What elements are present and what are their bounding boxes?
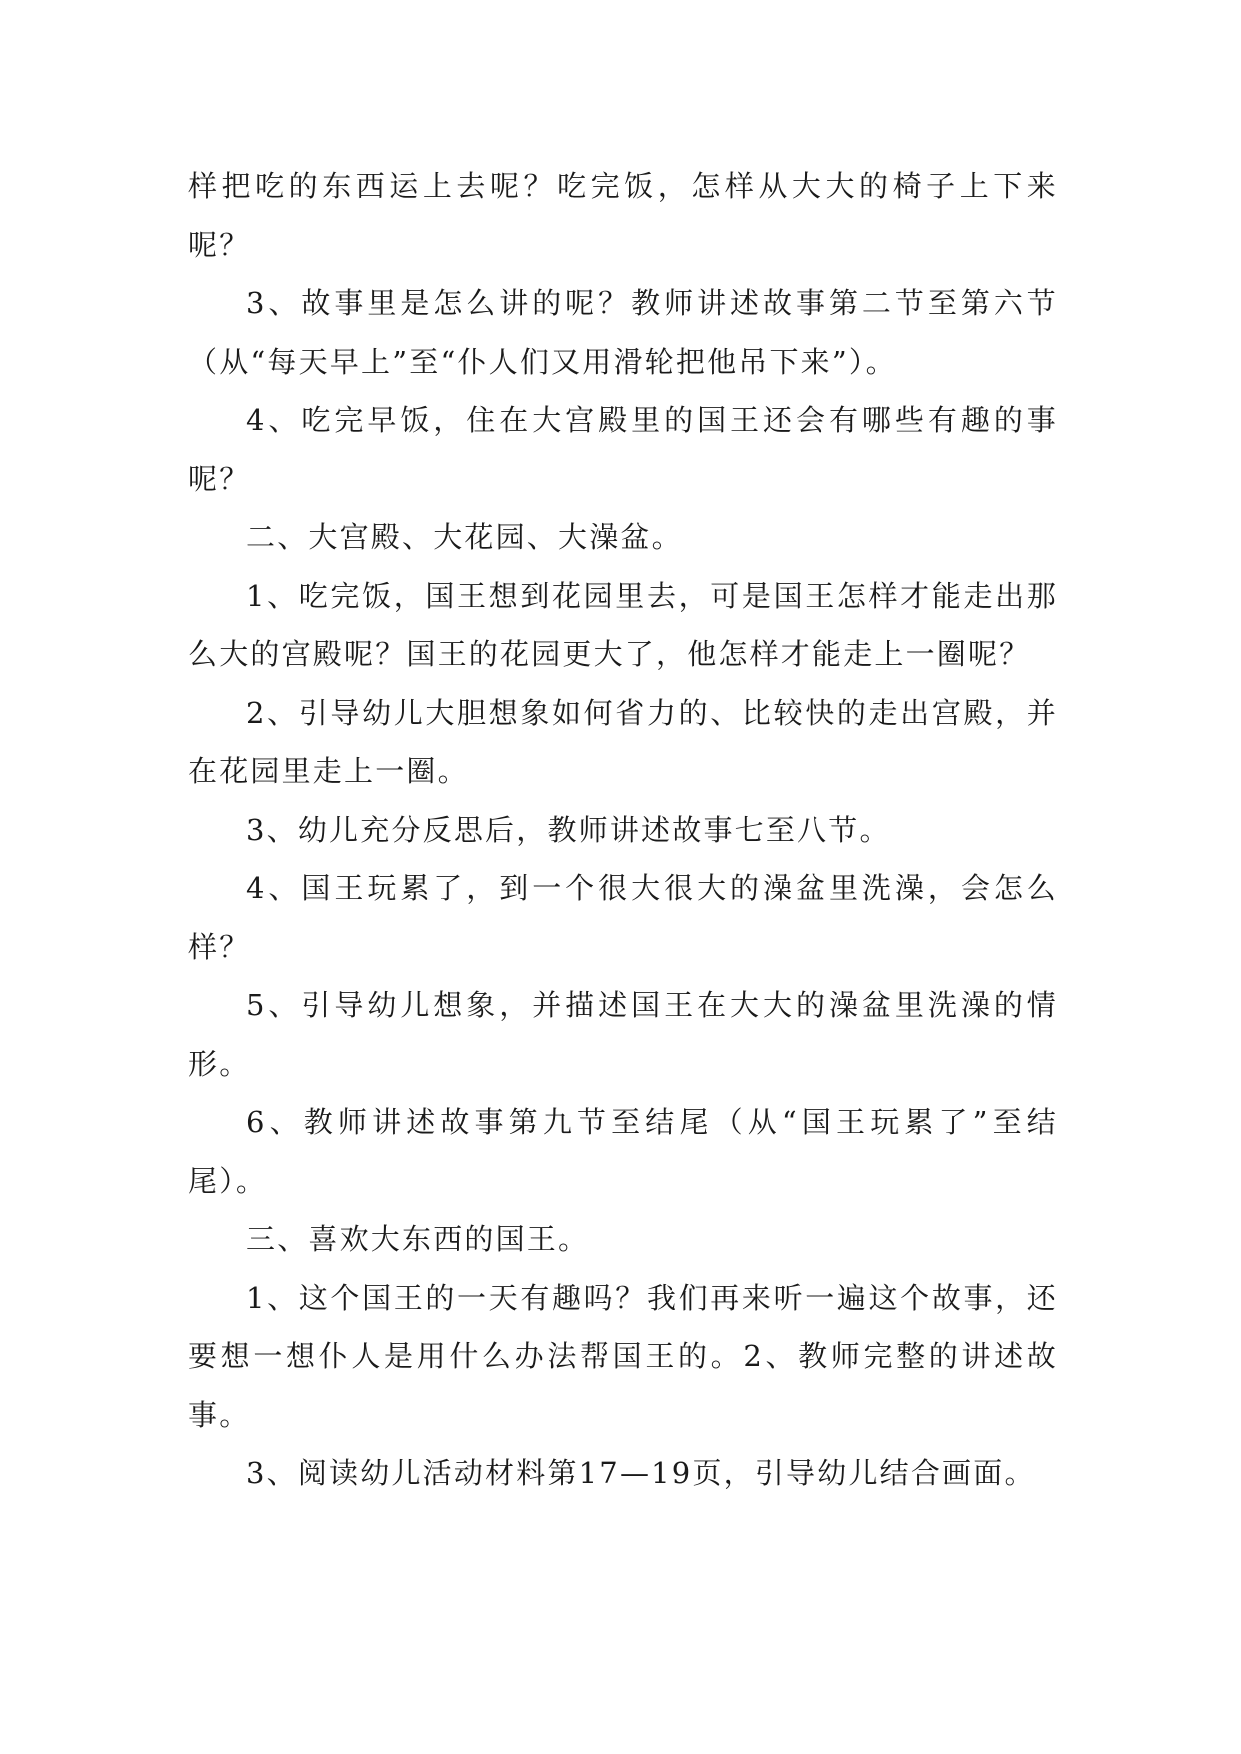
paragraph: 3、故事里是怎么讲的呢？教师讲述故事第二节至第六节（从“每天早上”至“仆人们又用滑轮把他吊下来”）。 <box>188 286 1058 379</box>
paragraph: 4、吃完早饭，住在大宫殿里的国王还会有哪些有趣的事呢？ <box>188 403 1058 496</box>
document-body <box>188 157 1058 1503</box>
paragraph: 2、引导幼儿大胆想象如何省力的、比较快的走出宫殿，并在花园里走上一圈。 <box>188 695 1058 788</box>
paragraph: 3、幼儿充分反思后，教师讲述故事七至八节。 <box>246 812 891 847</box>
paragraph: 4、国王玩累了，到一个很大很大的澡盆里洗澡，会怎么样？ <box>188 871 1058 964</box>
paragraph: 1、吃完饭，国王想到花园里去，可是国王怎样才能走出那么大的宫殿呢？国王的花园更大了，他怎样才能走上一圈呢？ <box>188 578 1058 671</box>
paragraph: 3、阅读幼儿活动材料第17—19页，引导幼儿结合画面。 <box>246 1456 1036 1490</box>
paragraph: 5、引导幼儿想象，并描述国王在大大的澡盆里洗澡的情形。 <box>188 988 1058 1081</box>
paragraph: 6、教师讲述故事第九节至结尾（从“国王玩累了”至结尾）。 <box>188 1105 1058 1198</box>
section-heading: 三、喜欢大东西的国王。 <box>246 1222 590 1256</box>
paragraph: 1、这个国王的一天有趣吗？我们再来听一遍这个故事，还要想一想仆人是用什么办法帮国王的。2、教师完整的讲述故事。 <box>188 1280 1058 1432</box>
paragraph: 样把吃的东西运上去呢？吃完饭，怎样从大大的椅子上下来呢？ <box>188 169 1058 262</box>
section-heading: 二、大宫殿、大花园、大澡盆。 <box>246 520 683 554</box>
